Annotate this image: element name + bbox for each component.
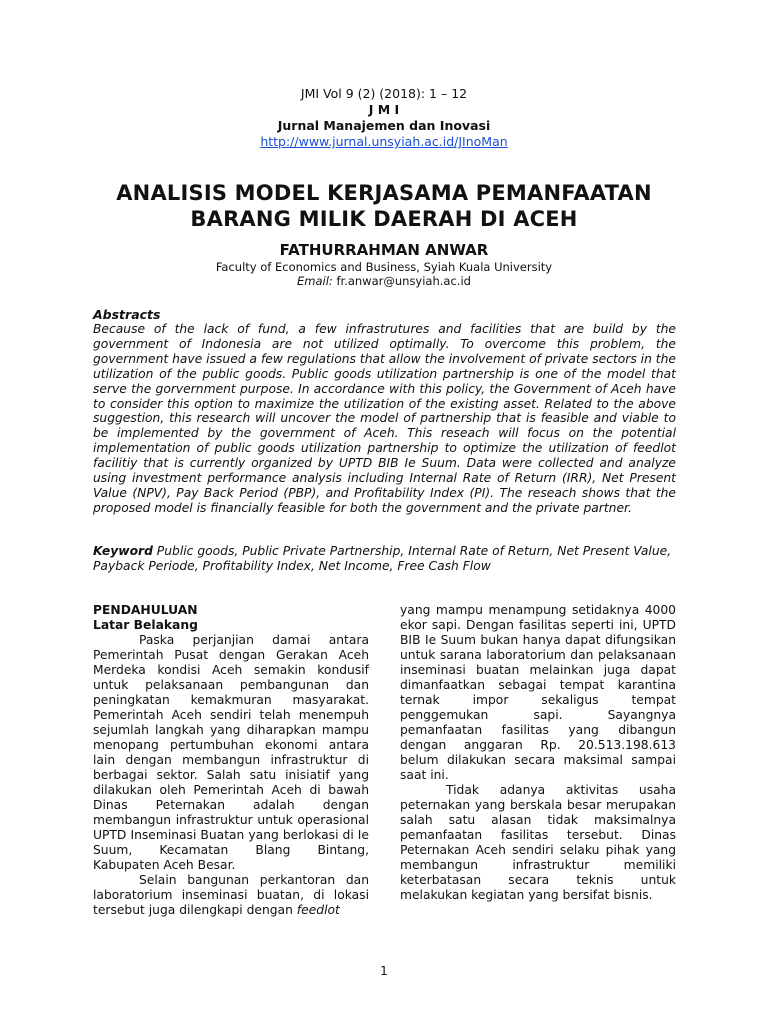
- journal-name: Jurnal Manajemen dan Inovasi: [277, 118, 491, 133]
- section-heading: PENDAHULUAN: [93, 603, 198, 617]
- email-label: Email:: [297, 274, 333, 288]
- journal-acronym: J M I: [368, 102, 400, 117]
- keyword-list: Public goods, Public Private Partnership, Internal Rate of Return, Net Present Value, Payback Periode, Profitability Index, Net Income, Free Cash Flow: [93, 544, 672, 573]
- paper-title: [60, 180, 708, 232]
- author-affiliation: Faculty of Economics and Business, Syiah Kuala University: [215, 260, 553, 274]
- body-paragraph-2-text: Selain bangunan perkantoran dan laboratorium inseminasi buatan, di lokasi tersebut juga dilengkapi dengan: [93, 873, 369, 917]
- body-column-right: [400, 603, 676, 903]
- journal-header: [0, 86, 768, 150]
- body-paragraph-1: Paska perjanjian damai antara Pemerintah Pusat dengan Gerakan Aceh Merdeka kondisi Aceh semakin kondusif untuk pelaksanaan pembangunan dan peningkatan kemakmuran masyarakat. Pemerintah Aceh sendiri telah menempuh sejumlah langkah yang diharapkan mampu menopang pertumbuhan ekonomi antara lain dengan membangun infrastruktur di berbagai sektor. Salah satu inisiatif yang dilakukan oleh Pemerintah Aceh di bawah Dinas Peternakan adalah dengan membangun infrastruktur untuk operasional UPTD Inseminasi Buatan yang berlokasi di Ie Suum, Kecamatan Blang Bintang, Kabupaten Aceh Besar.: [93, 633, 369, 872]
- journal-url-link[interactable]: http://www.jurnal.unsyiah.ac.id/JInoMan: [260, 134, 508, 149]
- paper-title-line-2: BARANG MILIK DAERAH DI ACEH: [190, 207, 578, 231]
- journal-volume: JMI Vol 9 (2) (2018): 1 – 12: [300, 86, 468, 101]
- body-column-left: [93, 603, 369, 918]
- keyword-paragraph: [93, 544, 676, 574]
- author-name: FATHURRAHMAN ANWAR: [279, 241, 489, 259]
- paper-title-line-1: ANALISIS MODEL KERJASAMA PEMANFAATAN: [116, 181, 652, 205]
- feedlot-term: feedlot: [296, 903, 340, 917]
- page-number: 1: [380, 964, 388, 978]
- body-paragraph-3: yang mampu menampung setidaknya 4000 ekor sapi. Dengan fasilitas seperti ini, UPTD BIB Ie Suum bukan hanya dapat difungsikan untuk sarana laboratorium dan pelaksanaan inseminasi buatan melainkan juga dapat dimanfaatkan sebagai tempat karantina ternak impor sekaligus tempat penggemukan sapi. Sayangnya pemanfaatan fasilitas yang dibangun dengan anggaran Rp. 20.513.198.613 belum dilakukan secara maksimal sampai saat ini.: [400, 603, 676, 782]
- keyword-label: Keyword: [93, 544, 153, 558]
- abstract-heading: Abstracts: [93, 307, 161, 322]
- author-email: fr.anwar@unsyiah.ac.id: [336, 274, 471, 288]
- body-paragraph-2: [93, 873, 369, 918]
- author-affiliation-block: [0, 260, 768, 288]
- body-paragraph-4: Tidak adanya aktivitas usaha peternakan yang berskala besar merupakan salah satu alasan tidak maksimalnya pemanfaatan fasilitas tersebut. Dinas Peternakan Aceh sendiri selaku pihak yang membangun infrastruktur memiliki keterbatasan secara teknis untuk melakukan kegiatan yang bersifat bisnis.: [400, 783, 676, 902]
- subsection-heading: Latar Belakang: [93, 618, 198, 632]
- abstract-text: Because of the lack of fund, a few infrastrutures and facilities that are build by the government of Indonesia are not utilized optimally. To overcome this problem, the government have issued a few regulations that allow the involvement of private sectors in the utilization of the public goods. Public goods utilization partnership is one of the model that serve the gorvernment purpose. In accordance with this policy, the Government of Aceh have to consider this option to maximize the utilization of the existing asset. Related to the above suggestion, this research will uncover the model of partnership that is feasible and viable to be implemented by the government of Aceh. This reseach will focus on the potential implementation of public goods utilization partnership to optimize the utilization of feedlot facilitiy that is currently organized by UPTD BIB Ie Suum. Data were collected and analyze using investment performance analysis including Internal Rate of Return (IRR), Net Present Value (NPV), Pay Back Period (PBP), and Profitability Index (PI). The reseach shows that the proposed model is financially feasible for both the government and the private partner.: [93, 322, 676, 515]
